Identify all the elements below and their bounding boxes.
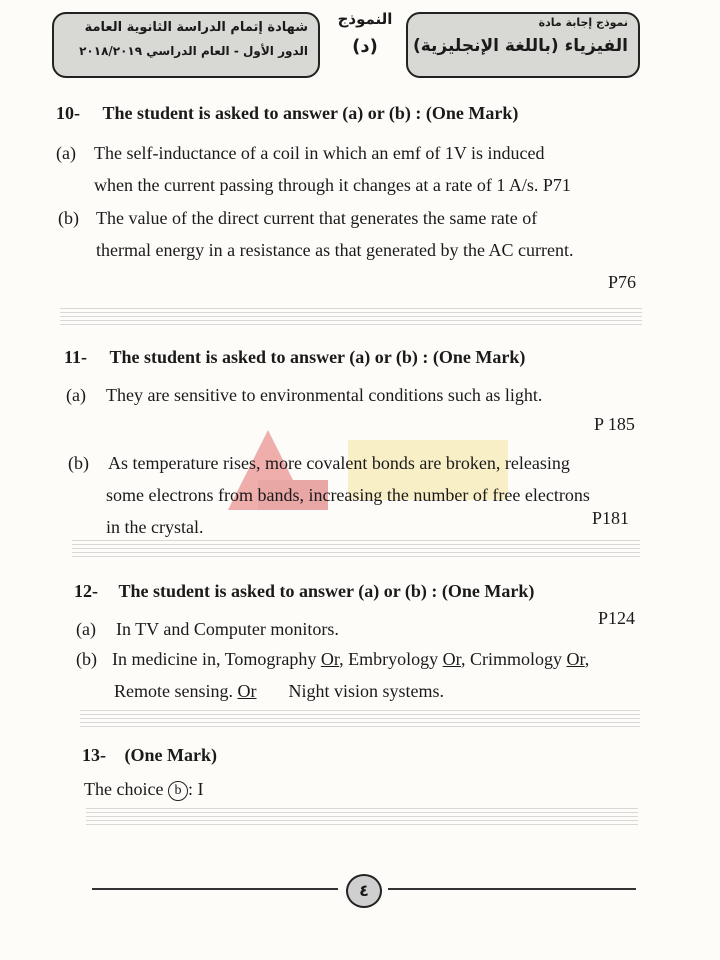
model-label: النموذج: [337, 10, 393, 28]
question-title: The student is asked to answer (a) or (b) : (One Mark): [109, 347, 526, 367]
answer-text-line: The value of the direct current that generates the same rate of: [96, 208, 538, 228]
page-header: [52, 10, 640, 78]
subject-name: الفيزياء (باللغة الإنجليزية): [412, 36, 628, 56]
question-11-answer-a: [66, 380, 646, 412]
question-11-heading: [64, 342, 525, 372]
answer-label: (b): [76, 649, 97, 669]
page-reference: P76: [608, 272, 637, 292]
question-number: 11-: [64, 347, 88, 367]
question-10-answer-a: [56, 138, 646, 208]
answer-text-line: Remote sensing. Or Night vision systems.: [114, 681, 445, 701]
model-value: (د): [352, 36, 378, 57]
answer-label: (b): [58, 208, 79, 228]
question-10-answer-b: [58, 203, 648, 273]
answer-text-line: In medicine in, Tomography Or, Embryology Or, Crimmology Or,: [112, 649, 590, 669]
answer-text-line: The self-inductance of a coil in which an emf of 1V is induced: [94, 143, 545, 163]
answer-text-line: The choice b : I: [84, 779, 204, 799]
answer-text-line: some electrons from bands, increasing the number of free electrons: [106, 485, 590, 505]
section-divider: [60, 308, 642, 328]
footer-rule-right: [388, 888, 636, 890]
question-title: The student is asked to answer (a) or (b) : (One Mark): [102, 103, 519, 123]
question-12-answer-a: [76, 614, 576, 646]
answer-text-line: when the current passing through it changes at a rate of 1 A/s. P71: [94, 175, 571, 195]
subject-box: [406, 12, 640, 78]
answer-text-line: thermal energy in a resistance as that generated by the AC current.: [96, 240, 574, 260]
section-divider: [86, 808, 638, 828]
answer-label: (a): [66, 385, 86, 405]
page-reference: P 185: [594, 414, 635, 434]
page-number: ٤: [346, 874, 382, 908]
answer-text-line: As temperature rises, more covalent bonds are broken, releasing: [108, 453, 570, 473]
page-reference: P124: [598, 608, 636, 628]
answer-label: (a): [76, 619, 96, 639]
answer-key-label: نموذج إجابة مادة: [538, 16, 628, 29]
question-number: 13-: [82, 745, 106, 765]
section-divider: [80, 710, 640, 730]
question-title: The student is asked to answer (a) or (b) : (One Mark): [118, 581, 535, 601]
question-title: (One Mark): [124, 745, 217, 765]
answer-label: (b): [68, 453, 89, 473]
answer-text-line: They are sensitive to environmental conditions such as light.: [106, 385, 543, 405]
exam-session: الدور الأول - العام الدراسي ٢٠١٨/٢٠١٩: [79, 44, 308, 58]
choice-circle: b: [168, 781, 188, 801]
question-12-heading: [74, 576, 534, 606]
page-reference: P181: [592, 508, 630, 528]
answer-text-line: in the crystal.: [106, 517, 204, 537]
question-13-answer: [84, 774, 384, 806]
question-number: 10-: [56, 103, 80, 123]
section-divider: [72, 540, 640, 560]
exam-title-box: [52, 12, 320, 78]
answer-label: (a): [56, 143, 76, 163]
footer-rule-left: [92, 888, 338, 890]
question-11-answer-b: [68, 448, 648, 548]
exam-title: شهادة إتمام الدراسة الثانوية العامة: [84, 20, 308, 35]
question-10-heading: [56, 98, 518, 128]
question-12-answer-b: [76, 644, 646, 710]
model-box: [322, 10, 408, 57]
question-13-heading: [82, 740, 217, 770]
answer-text-line: In TV and Computer monitors.: [116, 619, 339, 639]
question-number: 12-: [74, 581, 98, 601]
